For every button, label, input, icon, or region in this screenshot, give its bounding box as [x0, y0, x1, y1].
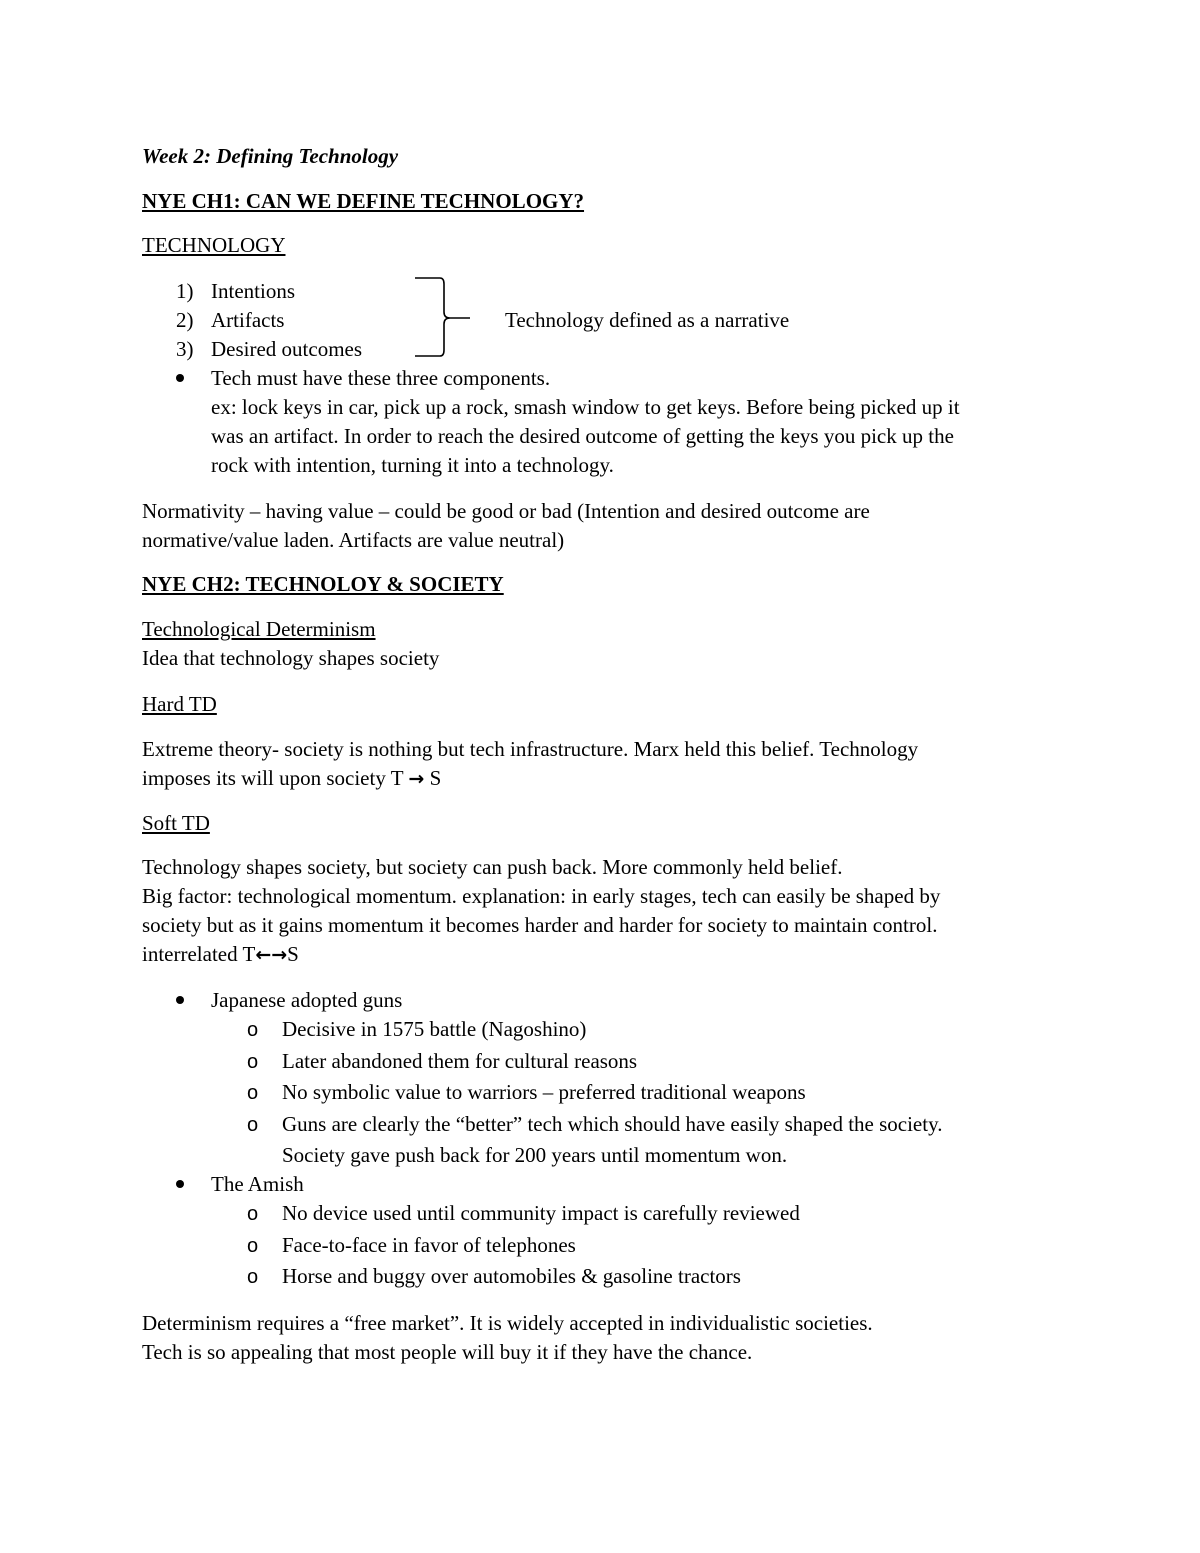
hard-td-paragraph: Extreme theory- society is nothing but tech infrastructure. Marx held this belief. Technology — [142, 737, 919, 761]
hard-td-paragraph — [142, 768, 441, 789]
td-heading: Technological Determinism — [142, 617, 376, 641]
interrelated-prefix: interrelated T — [142, 942, 256, 966]
ch2-heading: NYE CH2: TECHNOLOY & SOCIETY — [142, 572, 504, 596]
japanese-point: No symbolic value to warriors – preferred traditional weapons — [282, 1080, 806, 1104]
hard-td-heading: Hard TD — [142, 692, 217, 716]
soft-td-paragraph: Big factor: technological momentum. explanation: in early stages, tech can easily be shaped by — [142, 884, 941, 908]
amish-point: Face-to-face in favor of telephones — [282, 1233, 576, 1257]
sub-bullet: o — [247, 1203, 259, 1225]
japanese-heading: Japanese adopted guns — [211, 988, 403, 1012]
bidirectional-arrow-icon: ←→ — [255, 944, 288, 966]
normativity-paragraph: Normativity – having value – could be good or bad (Intention and desired outcome are — [142, 499, 870, 523]
right-brace — [410, 272, 480, 362]
bullet-three-components: Tech must have these three components. — [211, 366, 551, 390]
bullet-dot — [176, 1180, 184, 1188]
sub-bullet: o — [247, 1114, 259, 1136]
sub-bullet: o — [247, 1082, 259, 1104]
sub-bullet: o — [247, 1235, 259, 1257]
bullet-dot — [176, 374, 184, 382]
amish-point: No device used until community impact is carefully reviewed — [282, 1201, 800, 1225]
example-line: was an artifact. In order to reach the desired outcome of getting the keys you pick up the — [211, 424, 954, 448]
closing-paragraph: Tech is so appealing that most people will buy it if they have the chance. — [142, 1340, 753, 1364]
soft-td-paragraph: society but as it gains momentum it becomes harder and harder for society to maintain control. — [142, 913, 938, 937]
list-number: 2) — [176, 308, 194, 332]
normativity-paragraph: normative/value laden. Artifacts are value neutral) — [142, 528, 565, 552]
ch1-heading: NYE CH1: CAN WE DEFINE TECHNOLOGY? — [142, 189, 585, 213]
soft-td-paragraph: Technology shapes society, but society can push back. More commonly held belief. — [142, 855, 843, 879]
japanese-point: Decisive in 1575 battle (Nagoshino) — [282, 1017, 587, 1041]
component-intentions: Intentions — [211, 279, 295, 303]
technology-label: TECHNOLOGY — [142, 233, 286, 257]
document-title: Week 2: Defining Technology — [142, 144, 399, 168]
sub-bullet: o — [247, 1051, 259, 1073]
sub-bullet: o — [247, 1266, 259, 1288]
list-number: 1) — [176, 279, 194, 303]
hard-td-text: imposes its will upon society T — [142, 766, 404, 790]
brace-note: Technology defined as a narrative — [505, 308, 790, 332]
td-definition: Idea that technology shapes society — [142, 646, 440, 670]
component-artifacts: Artifacts — [211, 308, 285, 332]
component-desired-outcomes: Desired outcomes — [211, 337, 363, 361]
soft-td-heading: Soft TD — [142, 811, 210, 835]
sub-bullet: o — [247, 1019, 259, 1041]
amish-heading: The Amish — [211, 1172, 304, 1196]
interrelated-line — [142, 944, 299, 965]
example-line: rock with intention, turning it into a technology. — [211, 453, 614, 477]
closing-paragraph: Determinism requires a “free market”. It is widely accepted in individualistic societies. — [142, 1311, 873, 1335]
japanese-point: Later abandoned them for cultural reasons — [282, 1049, 638, 1073]
japanese-point: Guns are clearly the “better” tech which should have easily shaped the society. — [282, 1112, 943, 1136]
japanese-continuation: Society gave push back for 200 years until momentum won. — [282, 1143, 788, 1167]
amish-point: Horse and buggy over automobiles & gasoline tractors — [282, 1264, 741, 1288]
hard-td-after: S — [429, 766, 442, 790]
list-number: 3) — [176, 337, 194, 361]
bullet-dot — [176, 996, 184, 1004]
right-arrow-icon: → — [408, 768, 425, 790]
example-line: ex: lock keys in car, pick up a rock, smash window to get keys. Before being picked up it — [211, 395, 960, 419]
interrelated-suffix: S — [287, 942, 299, 966]
